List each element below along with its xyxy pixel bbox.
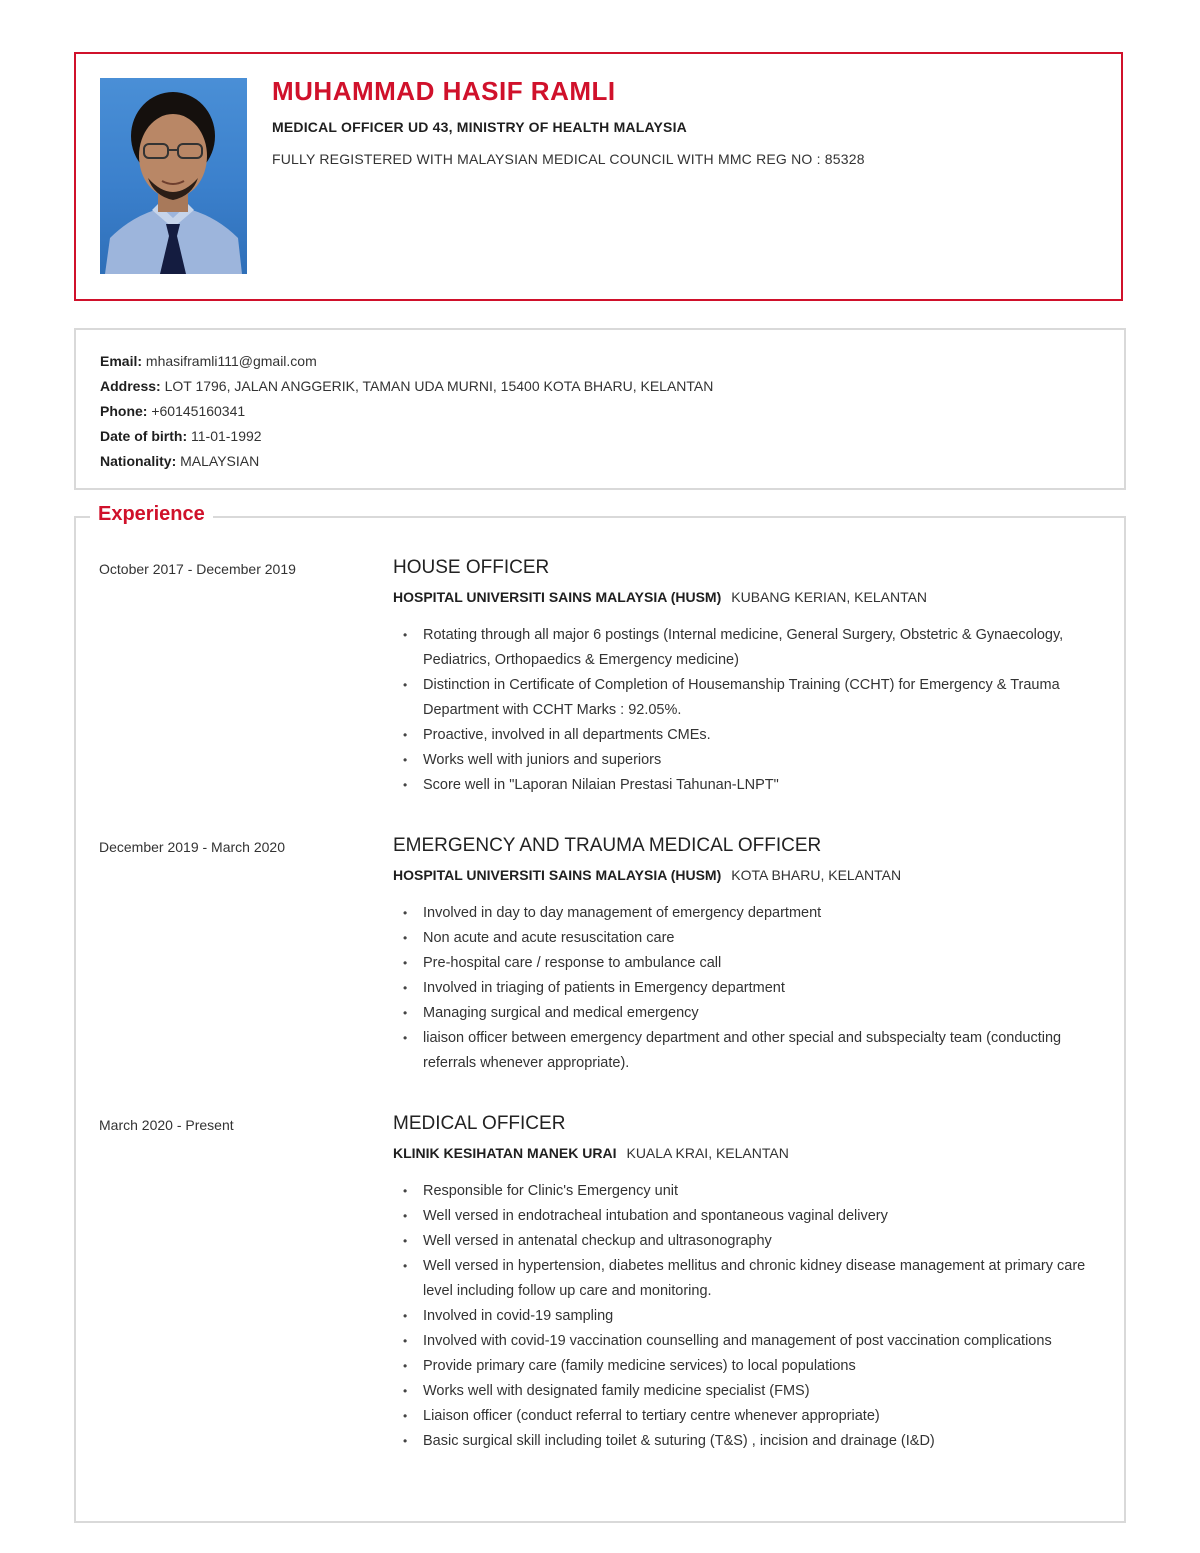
contact-label: Email: — [100, 353, 143, 369]
list-item: • Well versed in endotracheal intubation and spontaneous vaginal delivery — [393, 1204, 1093, 1229]
list-item: • Rotating through all major 6 postings (Internal medicine, General Surgery, Obstetric & Gynaecology, Pediatrics, Orthopaedics & Emergency medicine) — [393, 623, 1093, 673]
contact-label: Address: — [100, 378, 161, 394]
list-item: • Works well with designated family medicine specialist (FMS) — [393, 1379, 1093, 1404]
job-organization — [393, 867, 901, 883]
employer-name: HOSPITAL UNIVERSITI SAINS MALAYSIA (HUSM) — [393, 867, 722, 883]
contact-nationality — [100, 449, 713, 474]
list-item: • Provide primary care (family medicine services) to local populations — [393, 1354, 1093, 1379]
contact-label: Nationality: — [100, 453, 177, 469]
contact-list — [100, 349, 713, 474]
list-item: • Score well in "Laporan Nilaian Prestasi Tahunan-LNPT" — [393, 773, 1093, 798]
experience-heading: Experience — [90, 503, 213, 526]
list-item: • Well versed in antenatal checkup and ultrasonography — [393, 1229, 1093, 1254]
list-item: • Responsible for Clinic's Emergency unit — [393, 1179, 1093, 1204]
job-dates: March 2020 - Present — [99, 1117, 234, 1133]
candidate-name: MUHAMMAD HASIF RAMLI — [272, 76, 616, 106]
employer-location: KUBANG KERIAN, KELANTAN — [731, 589, 928, 605]
job-dates: October 2017 - December 2019 — [99, 561, 296, 577]
list-item: • Non acute and acute resuscitation care — [393, 926, 1093, 951]
list-item: • Proactive, involved in all departments CMEs. — [393, 723, 1093, 748]
profile-photo — [100, 78, 247, 274]
list-item: • Involved with covid-19 vaccination counselling and management of post vaccination complications — [393, 1329, 1093, 1354]
list-item: • Involved in day to day management of emergency department — [393, 901, 1093, 926]
list-item: • Involved in triaging of patients in Emergency department — [393, 976, 1093, 1001]
job-role: EMERGENCY AND TRAUMA MEDICAL OFFICER — [393, 835, 822, 856]
job-organization — [393, 1145, 789, 1161]
dob-value: 11-01-1992 — [191, 428, 262, 444]
list-item: • Well versed in hypertension, diabetes mellitus and chronic kidney disease management at primary care level including follow up care and monitoring. — [393, 1254, 1093, 1304]
employer-name: KLINIK KESIHATAN MANEK URAI — [393, 1145, 617, 1161]
job-dates: December 2019 - March 2020 — [99, 839, 285, 855]
job-organization — [393, 589, 927, 605]
contact-address — [100, 374, 713, 399]
job-role: HOUSE OFFICER — [393, 557, 550, 578]
job-bullets — [393, 1179, 1093, 1454]
list-item: • liaison officer between emergency department and other special and subspecialty team (conducting referrals whenever appropriate). — [393, 1026, 1093, 1076]
employer-location: KOTA BHARU, KELANTAN — [731, 867, 902, 883]
phone-value: +60145160341 — [151, 403, 246, 419]
contact-email — [100, 349, 713, 374]
contact-card — [74, 328, 1126, 490]
list-item: • Distinction in Certificate of Completion of Housemanship Training (CCHT) for Emergency & Trauma Department with CCHT Marks : 92.05%. — [393, 673, 1093, 723]
registration-summary: FULLY REGISTERED WITH MALAYSIAN MEDICAL COUNCIL WITH MMC REG NO : 85328 — [272, 151, 865, 167]
job-subtitle: MEDICAL OFFICER UD 43, MINISTRY OF HEALTH MALAYSIA — [272, 119, 687, 135]
list-item: • Pre-hospital care / response to ambulance call — [393, 951, 1093, 976]
list-item: • Managing surgical and medical emergency — [393, 1001, 1093, 1026]
email-value[interactable]: mhasiframli111@gmail.com — [145, 353, 317, 369]
list-item: • Involved in covid-19 sampling — [393, 1304, 1093, 1329]
contact-label: Date of birth: — [100, 428, 188, 444]
employer-location: KUALA KRAI, KELANTAN — [626, 1145, 789, 1161]
list-item: • Works well with juniors and superiors — [393, 748, 1093, 773]
header-card — [74, 52, 1123, 301]
address-value: LOT 1796, JALAN ANGGERIK, TAMAN UDA MURNI, 15400 KOTA BHARU, KELANTAN — [164, 378, 714, 394]
employer-name: HOSPITAL UNIVERSITI SAINS MALAYSIA (HUSM) — [393, 589, 722, 605]
list-item: • Liaison officer (conduct referral to tertiary centre whenever appropriate) — [393, 1404, 1093, 1429]
job-role: MEDICAL OFFICER — [393, 1113, 566, 1134]
job-bullets — [393, 901, 1093, 1076]
contact-dob — [100, 424, 713, 449]
contact-phone — [100, 399, 713, 424]
contact-label: Phone: — [100, 403, 148, 419]
job-bullets — [393, 623, 1093, 798]
list-item: • Basic surgical skill including toilet & suturing (T&S) , incision and drainage (I&D) — [393, 1429, 1093, 1454]
nationality-value: MALAYSIAN — [180, 453, 260, 469]
